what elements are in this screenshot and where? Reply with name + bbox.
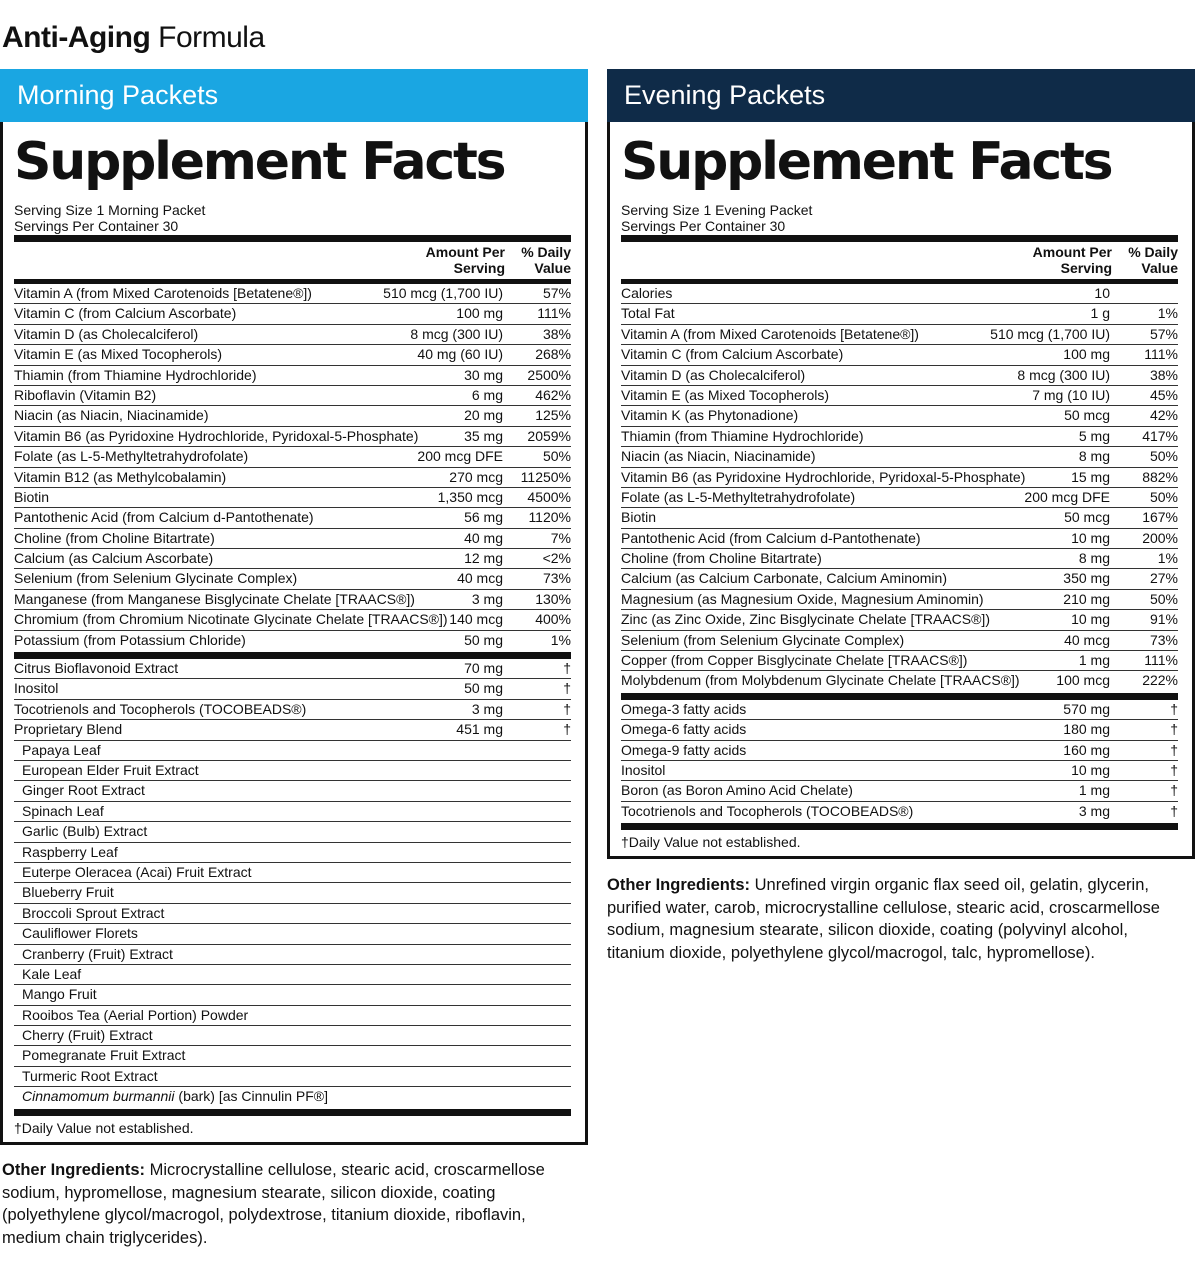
table-row: [14, 325, 571, 345]
divider-bar: [621, 823, 1178, 830]
table-row: [621, 720, 1178, 740]
nutrient-amount: 510 mcg (1,700 IU): [990, 325, 1110, 342]
daily-value: [1116, 284, 1178, 303]
page-title-light: Formula: [158, 21, 265, 54]
daily-value: 4500%: [527, 488, 571, 505]
nutrient-amount: 10 mg: [1071, 761, 1110, 778]
table-row: [621, 781, 1178, 801]
daily-value: 1%: [550, 631, 571, 648]
nutrient-amount: 160 mg: [1063, 741, 1110, 758]
nutrient-amount: 3 mg: [1078, 802, 1110, 819]
evening-other-ingredients: [607, 874, 1187, 964]
table-row: [14, 590, 571, 610]
nutrient-name: Vitamin B6 (as Pyridoxine Hydrochloride, Pyridoxal-5-Phosphate): [14, 427, 419, 444]
evening-other-rows: [621, 700, 1178, 822]
facts-title: Supplement Facts: [621, 132, 1112, 192]
nutrient-amount: 3 mg: [471, 700, 503, 717]
table-row: [14, 366, 571, 386]
daily-value: 45%: [1149, 386, 1178, 403]
blend-ingredient-latin: Cinnamomum burmannii: [22, 1088, 175, 1105]
table-row: [14, 427, 571, 447]
nutrient-name: Thiamin (from Thiamine Hydrochloride): [14, 366, 257, 383]
dv-header-line1: % Daily: [521, 244, 571, 260]
blend-ingredient: Kale Leaf: [22, 965, 82, 982]
evening-column: [607, 69, 1195, 859]
nutrient-amount: 15 mg: [1071, 468, 1110, 485]
daily-value: †: [1170, 761, 1178, 778]
daily-value: 125%: [535, 407, 571, 424]
nutrient-amount: 40 mcg: [457, 570, 503, 587]
nutrient-amount: 1 mg: [1078, 782, 1110, 799]
daily-value: 1%: [1157, 305, 1178, 322]
daily-value: 882%: [1142, 468, 1178, 485]
blend-ingredient: Pomegranate Fruit Extract: [22, 1047, 186, 1064]
nutrient-name: Omega-3 fatty acids: [621, 700, 747, 717]
nutrient-name: Vitamin B6 (as Pyridoxine Hydrochloride, Pyridoxal-5-Phosphate): [621, 468, 1026, 485]
nutrient-amount: 180 mg: [1063, 721, 1110, 738]
table-row: [621, 761, 1178, 781]
table-row: [14, 679, 571, 699]
table-row: [621, 671, 1178, 691]
nutrient-name: Vitamin D (as Cholecalciferol): [14, 325, 199, 342]
servings-per-container: Servings Per Container 30: [14, 218, 179, 234]
daily-value: 462%: [535, 386, 571, 403]
nutrient-name: Selenium (from Selenium Glycinate Complex): [14, 570, 298, 587]
nutrient-name: Calcium (as Calcium Ascorbate): [14, 550, 214, 567]
daily-value: 111%: [1144, 346, 1178, 363]
table-row: [14, 700, 571, 720]
footnote: †Daily Value not established.: [14, 1119, 194, 1136]
daily-value: 50%: [1149, 590, 1178, 607]
blend-ingredient: European Elder Fruit Extract: [22, 761, 199, 778]
nutrient-name: Total Fat: [621, 305, 675, 322]
daily-value: 73%: [1149, 631, 1178, 648]
nutrient-amount: 10 mg: [1071, 611, 1110, 628]
table-row: [14, 883, 571, 903]
table-row: [14, 659, 571, 679]
nutrient-name: Magnesium (as Magnesium Oxide, Magnesium Aminomin): [621, 590, 984, 607]
daily-value: 7%: [550, 529, 571, 546]
daily-value: 57%: [1149, 325, 1178, 342]
nutrient-name: Vitamin E (as Mixed Tocopherols): [621, 386, 830, 403]
daily-value: 1%: [1157, 550, 1178, 567]
table-row: [14, 924, 571, 944]
nutrient-amount: 5 mg: [1078, 427, 1110, 444]
nutrient-amount: 570 mg: [1063, 700, 1110, 717]
daily-value: †: [563, 660, 571, 677]
blend-ingredient: Cherry (Fruit) Extract: [22, 1027, 153, 1044]
facts-title: Supplement Facts: [14, 132, 505, 192]
other-ingredients-text: Unrefined virgin organic flax seed oil, gelatin, glycerin, purified water, carob, microcrystalline cellulose, stearic acid, croscarmellose sodium, magnesium stearate, silicon dioxide, coating (polyvinyl alcohol, titanium dioxide, polyethylene glycol/macrogol, talc, hypromellose).: [607, 876, 1160, 962]
table-row: [621, 304, 1178, 324]
table-row: [621, 386, 1178, 406]
blend-ingredient: Mango Fruit: [22, 986, 97, 1003]
table-row: [621, 700, 1178, 720]
table-row: [621, 631, 1178, 651]
table-row: [621, 549, 1178, 569]
table-row: [14, 345, 571, 365]
nutrient-amount: 140 mcg: [449, 611, 503, 628]
table-row: [621, 366, 1178, 386]
table-row: [14, 965, 571, 985]
daily-value: 57%: [542, 285, 571, 301]
nutrient-name: Chromium (from Chromium Nicotinate Glycinate Chelate [TRAACS®]): [14, 611, 448, 628]
table-row: [14, 822, 571, 842]
daily-value: <2%: [542, 550, 571, 567]
divider-bar: [14, 652, 571, 659]
blend-ingredient: Raspberry Leaf: [22, 843, 118, 860]
nutrient-name: Calories: [621, 285, 673, 301]
nutrient-name: Manganese (from Manganese Bisglycinate Chelate [TRAACS®]): [14, 590, 415, 607]
blend-ingredient: Spinach Leaf: [22, 802, 104, 819]
nutrient-amount: 70 mg: [464, 660, 503, 677]
table-row: [14, 843, 571, 863]
table-row: [14, 631, 571, 651]
nutrient-name: Proprietary Blend: [14, 721, 123, 738]
nutrient-amount: 210 mg: [1063, 590, 1110, 607]
table-row: [14, 447, 571, 467]
blend-ingredient: Rooibos Tea (Aerial Portion) Powder: [22, 1006, 249, 1023]
table-row: [14, 610, 571, 630]
daily-value: 2500%: [527, 366, 571, 383]
nutrient-name: Vitamin C (from Calcium Ascorbate): [14, 305, 237, 322]
daily-value: 1120%: [528, 509, 571, 526]
nutrient-amount: 100 mg: [456, 305, 503, 322]
table-row: [14, 1067, 571, 1087]
dv-header: [509, 244, 571, 277]
nutrient-name: Riboflavin (Vitamin B2): [14, 386, 157, 403]
table-row: [621, 569, 1178, 589]
nutrient-amount: 50 mg: [464, 680, 503, 697]
daily-value: 222%: [1142, 672, 1178, 689]
nutrient-name: Folate (as L-5-Methyltetrahydrofolate): [14, 448, 249, 465]
daily-value: †: [1170, 741, 1178, 758]
nutrient-amount: 40 mg: [464, 529, 503, 546]
table-row: [14, 304, 571, 324]
table-row: [621, 488, 1178, 508]
daily-value: 73%: [542, 570, 571, 587]
nutrient-amount: 50 mcg: [1064, 509, 1110, 526]
nutrient-name: Vitamin A (from Mixed Carotenoids [Betatene®]): [621, 325, 919, 342]
amount-header-line1: Amount Per: [1032, 244, 1112, 260]
daily-value: 417%: [1142, 427, 1178, 444]
daily-value: 111%: [1144, 652, 1178, 669]
nutrient-amount: 1,350 mcg: [437, 488, 503, 505]
table-row: [14, 720, 571, 740]
table-row: [621, 468, 1178, 488]
table-row: [14, 386, 571, 406]
nutrient-name: Zinc (as Zinc Oxide, Zinc Bisglycinate Chelate [TRAACS®]): [621, 611, 990, 628]
table-row: [14, 284, 571, 304]
table-row: [14, 1087, 571, 1107]
morning-other-rows: [14, 659, 571, 741]
nutrient-amount: 1 g: [1090, 305, 1110, 322]
nutrient-name: Pantothenic Acid (from Calcium d-Pantothenate): [14, 509, 314, 526]
evening-nutrient-rows: [621, 284, 1178, 692]
blend-ingredient: Papaya Leaf: [22, 741, 101, 758]
daily-value: 11250%: [520, 468, 571, 485]
divider-bar: [14, 1109, 571, 1116]
daily-value: †: [1170, 700, 1178, 717]
other-ingredients-text: Microcrystalline cellulose, stearic acid, croscarmellose sodium, hypromellose, magnesium stearate, silicon dioxide, coating (polyethylene glycol/macrogol, polydextrose, titanium dioxide, riboflavin, medium chain triglycerides).: [2, 1161, 545, 1247]
amount-header-line2: Serving: [1060, 260, 1112, 276]
amount-header-line1: Amount Per: [425, 244, 505, 260]
daily-value: 167%: [1142, 509, 1178, 526]
table-row: [14, 761, 571, 781]
nutrient-amount: 40 mg (60 IU): [417, 346, 503, 363]
daily-value: †: [563, 721, 571, 738]
nutrient-amount: 1 mg: [1078, 652, 1110, 669]
nutrient-amount: 50 mg: [464, 631, 503, 648]
table-row: [14, 781, 571, 801]
nutrient-name: Folate (as L-5-Methyltetrahydrofolate): [621, 488, 856, 505]
table-row: [14, 1046, 571, 1066]
blend-ingredient: [14, 1087, 571, 1107]
blend-ingredient: Turmeric Root Extract: [22, 1067, 158, 1084]
page-title-bold: Anti-Aging: [2, 21, 151, 54]
footnote: †Daily Value not established.: [621, 834, 801, 851]
nutrient-amount: 8 mcg (300 IU): [1017, 366, 1110, 383]
nutrient-name: Inositol: [621, 761, 666, 778]
daily-value: 50%: [542, 448, 571, 465]
table-row: [621, 529, 1178, 549]
nutrient-amount: 7 mg (10 IU): [1032, 386, 1110, 403]
daily-value: 42%: [1149, 407, 1178, 424]
nutrient-amount: 40 mcg: [1064, 631, 1110, 648]
nutrient-amount: 35 mg: [464, 427, 503, 444]
morning-nutrient-rows: [14, 284, 571, 651]
nutrient-name: Biotin: [14, 488, 50, 505]
table-row: [14, 468, 571, 488]
column-header: [621, 242, 1178, 279]
blend-ingredient: Blueberry Fruit: [22, 884, 114, 901]
nutrient-name: Vitamin B12 (as Methylcobalamin): [14, 468, 227, 485]
nutrient-amount: 50 mcg: [1064, 407, 1110, 424]
daily-value: 38%: [1149, 366, 1178, 383]
nutrient-amount: 100 mcg: [1056, 672, 1110, 689]
blend-ingredient: Cranberry (Fruit) Extract: [22, 945, 173, 962]
morning-supplement-facts: [0, 122, 588, 1145]
nutrient-amount: 270 mcg: [449, 468, 503, 485]
table-row: [14, 863, 571, 883]
nutrient-name: Niacin (as Niacin, Niacinamide): [621, 448, 816, 465]
table-row: [14, 1006, 571, 1026]
table-row: [14, 802, 571, 822]
nutrient-name: Vitamin K (as Phytonadione): [621, 407, 799, 424]
serving-size: Serving Size 1 Evening Packet: [621, 202, 813, 218]
table-row: [14, 1026, 571, 1046]
nutrient-name: Biotin: [621, 509, 657, 526]
daily-value: 130%: [535, 590, 571, 607]
nutrient-name: Tocotrienols and Tocopherols (TOCOBEADS®): [621, 802, 914, 819]
table-row: [621, 325, 1178, 345]
nutrient-amount: 200 mcg DFE: [417, 448, 503, 465]
daily-value: 50%: [1149, 488, 1178, 505]
nutrient-amount: 10 mg: [1071, 529, 1110, 546]
table-row: [14, 508, 571, 528]
nutrient-amount: 8 mg: [1078, 550, 1110, 567]
nutrient-name: Selenium (from Selenium Glycinate Complex): [621, 631, 905, 648]
nutrient-amount: 3 mg: [471, 590, 503, 607]
daily-value: †: [1170, 782, 1178, 799]
table-row: [621, 610, 1178, 630]
morning-packets-header: Morning Packets: [0, 69, 588, 122]
table-row: [621, 406, 1178, 426]
table-row: [621, 741, 1178, 761]
blend-ingredient: Garlic (Bulb) Extract: [22, 823, 148, 840]
amount-header: [996, 244, 1116, 277]
nutrient-name: Citrus Bioflavonoid Extract: [14, 660, 179, 677]
morning-blend-rows: [14, 741, 571, 1088]
nutrient-name: Choline (from Choline Bitartrate): [621, 550, 822, 567]
daily-value: †: [563, 680, 571, 697]
dv-header-line2: Value: [534, 260, 571, 276]
table-row: [621, 345, 1178, 365]
daily-value: 2059%: [527, 427, 571, 444]
table-row: [621, 651, 1178, 671]
nutrient-name: Copper (from Copper Bisglycinate Chelate [TRAACS®]): [621, 652, 968, 669]
nutrient-amount: 30 mg: [464, 366, 503, 383]
blend-ingredient: Ginger Root Extract: [22, 782, 145, 799]
table-row: [14, 569, 571, 589]
nutrient-amount: 8 mcg (300 IU): [410, 325, 503, 342]
amount-header-line2: Serving: [453, 260, 505, 276]
nutrient-name: Calcium (as Calcium Carbonate, Calcium Aminomin): [621, 570, 947, 587]
nutrient-name: Molybdenum (from Molybdenum Glycinate Chelate [TRAACS®]): [621, 672, 1020, 689]
nutrient-name: Vitamin C (from Calcium Ascorbate): [621, 346, 844, 363]
nutrient-name: Inositol: [14, 680, 59, 697]
nutrient-amount: 350 mg: [1063, 570, 1110, 587]
nutrient-amount: 510 mcg (1,700 IU): [383, 285, 503, 301]
daily-value: 111%: [537, 305, 571, 322]
daily-value: 27%: [1149, 570, 1178, 587]
nutrient-amount: 8 mg: [1078, 448, 1110, 465]
nutrient-amount: 12 mg: [464, 550, 503, 567]
blend-ingredient: Euterpe Oleracea (Acai) Fruit Extract: [22, 863, 252, 880]
morning-column: [0, 69, 588, 1145]
nutrient-name: Thiamin (from Thiamine Hydrochloride): [621, 427, 864, 444]
nutrient-name: Choline (from Choline Bitartrate): [14, 529, 215, 546]
dv-header: [1116, 244, 1178, 277]
divider-bar: [14, 235, 571, 242]
nutrient-name: Omega-6 fatty acids: [621, 721, 747, 738]
daily-value: †: [563, 700, 571, 717]
table-row: [14, 549, 571, 569]
nutrient-name: Vitamin A (from Mixed Carotenoids [Betatene®]): [14, 285, 312, 301]
daily-value: †: [1170, 802, 1178, 819]
daily-value: 91%: [1149, 611, 1178, 628]
nutrient-name: Potassium (from Potassium Chloride): [14, 631, 246, 648]
daily-value: 400%: [535, 611, 571, 628]
nutrient-name: Niacin (as Niacin, Niacinamide): [14, 407, 209, 424]
dv-header-line2: Value: [1141, 260, 1178, 276]
blend-ingredient-rest: (bark) [as Cinnulin PF®]: [174, 1088, 328, 1105]
amount-header: [389, 244, 509, 277]
nutrient-amount: 100 mg: [1063, 346, 1110, 363]
nutrient-amount: 56 mg: [464, 509, 503, 526]
nutrient-name: Pantothenic Acid (from Calcium d-Pantothenate): [621, 529, 921, 546]
nutrient-name: Vitamin D (as Cholecalciferol): [621, 366, 806, 383]
table-row: [14, 741, 571, 761]
dv-header-line1: % Daily: [1128, 244, 1178, 260]
evening-packets-header: Evening Packets: [607, 69, 1195, 122]
nutrient-amount: 10: [1094, 285, 1110, 301]
column-header: [14, 242, 571, 279]
blend-ingredient: Cauliflower Florets: [22, 925, 138, 942]
blend-ingredient: Broccoli Sprout Extract: [22, 904, 165, 921]
table-row: [14, 529, 571, 549]
nutrient-amount: 200 mcg DFE: [1024, 488, 1110, 505]
daily-value: 200%: [1142, 529, 1178, 546]
other-ingredients-label: Other Ingredients:: [607, 876, 751, 894]
divider-bar: [621, 235, 1178, 242]
nutrient-name: Omega-9 fatty acids: [621, 741, 747, 758]
serving-size: Serving Size 1 Morning Packet: [14, 202, 206, 218]
morning-other-ingredients: [2, 1159, 562, 1249]
servings-per-container: Servings Per Container 30: [621, 218, 786, 234]
evening-supplement-facts: [607, 122, 1195, 859]
table-row: [621, 590, 1178, 610]
nutrient-amount: 451 mg: [456, 721, 503, 738]
daily-value: †: [1170, 721, 1178, 738]
table-row: [621, 284, 1178, 304]
table-row: [14, 406, 571, 426]
page-title: [2, 18, 265, 58]
table-row: [621, 427, 1178, 447]
table-row: [14, 488, 571, 508]
daily-value: 38%: [542, 325, 571, 342]
table-row: [621, 508, 1178, 528]
other-ingredients-label: Other Ingredients:: [2, 1161, 146, 1179]
table-row: [14, 904, 571, 924]
nutrient-amount: 20 mg: [464, 407, 503, 424]
nutrient-name: Vitamin E (as Mixed Tocopherols): [14, 346, 223, 363]
table-row: [621, 802, 1178, 822]
table-row: [14, 945, 571, 965]
table-row: [621, 447, 1178, 467]
daily-value: 50%: [1149, 448, 1178, 465]
nutrient-name: Boron (as Boron Amino Acid Chelate): [621, 782, 853, 799]
divider-bar: [621, 693, 1178, 700]
daily-value: 268%: [535, 346, 571, 363]
table-row: [14, 985, 571, 1005]
nutrient-amount: 6 mg: [471, 386, 503, 403]
nutrient-name: Tocotrienols and Tocopherols (TOCOBEADS®): [14, 700, 307, 717]
